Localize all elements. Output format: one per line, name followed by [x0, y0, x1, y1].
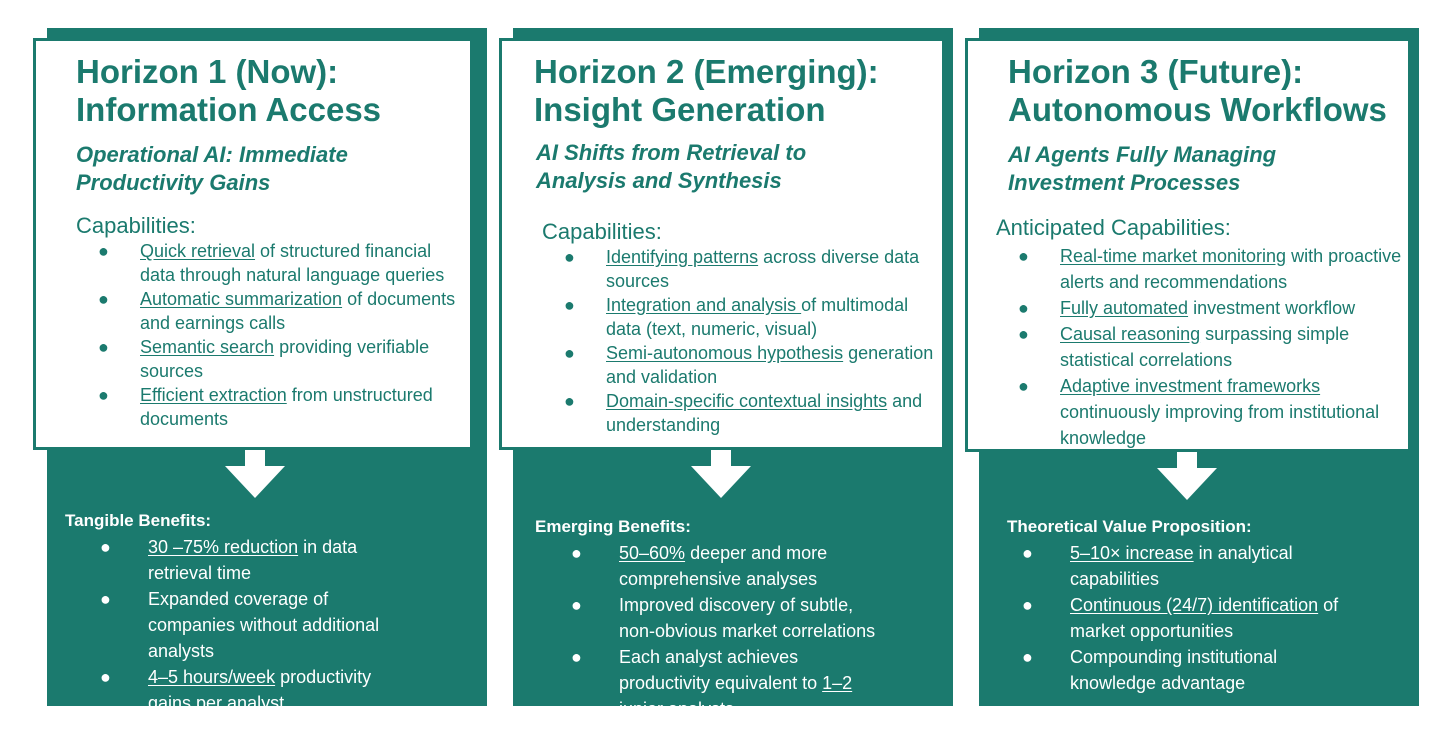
horizon-3-capabilities-list: [996, 243, 1408, 451]
capability-link[interactable]: Causal reasoning: [1060, 324, 1201, 344]
benefit-item: ● 4–5 hours/week productivity gains per analyst: [100, 667, 372, 713]
capability-item: ● Domain-specific contextual insights and understanding: [564, 391, 923, 435]
horizon-1-capabilities-label: Capabilities:: [76, 213, 196, 238]
benefit-item: ● Each analyst achieves productivity equivalent to 1–2 junior analysts: [571, 647, 853, 719]
horizon-1-title: Horizon 1 (Now): Information Access: [76, 53, 382, 128]
capability-link[interactable]: Domain-specific contextual insights: [606, 391, 888, 411]
capability-link[interactable]: Fully automated: [1060, 298, 1189, 318]
down-arrow-icon: [223, 450, 287, 500]
capability-item: ● Causal reasoning surpassing simple statistical correlations: [1018, 324, 1350, 370]
capability-item: ● Quick retrieval of structured financial data through natural language queries: [98, 241, 445, 285]
capability-link[interactable]: Efficient extraction: [140, 385, 287, 405]
capability-link[interactable]: Semantic search: [140, 337, 275, 357]
benefit-link[interactable]: 1–2 junior analysts: [619, 673, 853, 719]
horizon-2-benefits-label: Emerging Benefits:: [535, 517, 691, 536]
horizon-3-card: [965, 38, 1411, 452]
horizon-1-capabilities-list: [76, 239, 466, 431]
horizon-2-capabilities-list: [542, 245, 942, 437]
capability-link[interactable]: Adaptive investment frameworks: [1060, 376, 1321, 396]
down-arrow-icon: [1155, 452, 1219, 502]
capability-item: ● Adaptive investment frameworks continuously improving from institutional knowledge: [1018, 376, 1380, 448]
benefit-item: ● 5–10× increase in analytical capabilities: [1022, 543, 1293, 589]
capability-item: ● Efficient extraction from unstructured documents: [98, 385, 433, 429]
capability-item: ● Automatic summarization of documents and earnings calls: [98, 289, 456, 333]
capability-link[interactable]: Automatic summarization: [140, 289, 343, 309]
capability-item: ● Identifying patterns across diverse data sources: [564, 247, 920, 291]
horizon-2-capabilities-label: Capabilities:: [542, 219, 662, 244]
horizon-3-benefits-list: [1018, 540, 1358, 696]
horizon-1-benefits-label: Tangible Benefits:: [65, 511, 212, 530]
benefit-item: ● Expanded coverage of companies without additional analysts: [100, 589, 380, 661]
horizon-1-card: [33, 38, 473, 450]
capability-item: ● Semantic search providing verifiable sources: [98, 337, 430, 381]
horizon-2-benefits-list: [567, 540, 887, 722]
horizon-2-subtitle: AI Shifts from Retrieval to Analysis and Synthesis: [536, 140, 807, 193]
horizon-3-subtitle: AI Agents Fully Managing Investment Processes: [1008, 142, 1277, 195]
capability-link[interactable]: Identifying patterns: [606, 247, 759, 267]
benefit-item: ● 30 –75% reduction in data retrieval time: [100, 537, 358, 583]
benefit-link[interactable]: Continuous (24/7) identification: [1070, 595, 1319, 615]
capability-link[interactable]: Semi-autonomous hypothesis: [606, 343, 844, 363]
horizon-1-column: [33, 0, 487, 732]
horizon-1-benefits-list: [96, 534, 416, 716]
horizon-2-column: [499, 0, 953, 732]
benefit-link[interactable]: 4–5 hours/week: [148, 667, 276, 687]
capability-link[interactable]: Quick retrieval: [140, 241, 256, 261]
horizon-2-card: [499, 38, 945, 450]
horizon-3-title: Horizon 3 (Future): Autonomous Workflows: [1008, 53, 1387, 128]
benefit-item: ● Improved discovery of subtle, non-obvious market correlations: [571, 595, 876, 641]
capability-item: ● Integration and analysis of multimodal data (text, numeric, visual): [564, 295, 909, 339]
benefit-item: ● Continuous (24/7) identification of market opportunities: [1022, 595, 1339, 641]
horizon-1-subtitle: Operational AI: Immediate Productivity Gains: [76, 142, 348, 195]
capability-link[interactable]: Integration and analysis: [606, 295, 802, 315]
capability-link[interactable]: Real-time market monitoring: [1060, 246, 1287, 266]
horizon-3-column: [965, 0, 1419, 732]
capability-item: ● Semi-autonomous hypothesis generation and validation: [564, 343, 934, 387]
horizon-2-title: Horizon 2 (Emerging): Insight Generation: [534, 53, 879, 128]
benefit-link[interactable]: 5–10× increase: [1070, 543, 1194, 563]
benefit-link[interactable]: 50–60%: [619, 543, 686, 563]
capability-item: ● Fully automated investment workflow: [1018, 298, 1356, 318]
benefit-item: ● Compounding institutional knowledge advantage: [1022, 647, 1278, 693]
down-arrow-icon: [689, 450, 753, 500]
horizon-3-capabilities-label: Anticipated Capabilities:: [996, 215, 1231, 240]
capability-item: ● Real-time market monitoring with proactive alerts and recommendations: [1018, 246, 1402, 292]
benefit-item: ● 50–60% deeper and more comprehensive analyses: [571, 543, 828, 589]
benefit-link[interactable]: 30 –75% reduction: [148, 537, 299, 557]
horizon-3-benefits-label: Theoretical Value Proposition:: [1007, 517, 1252, 536]
